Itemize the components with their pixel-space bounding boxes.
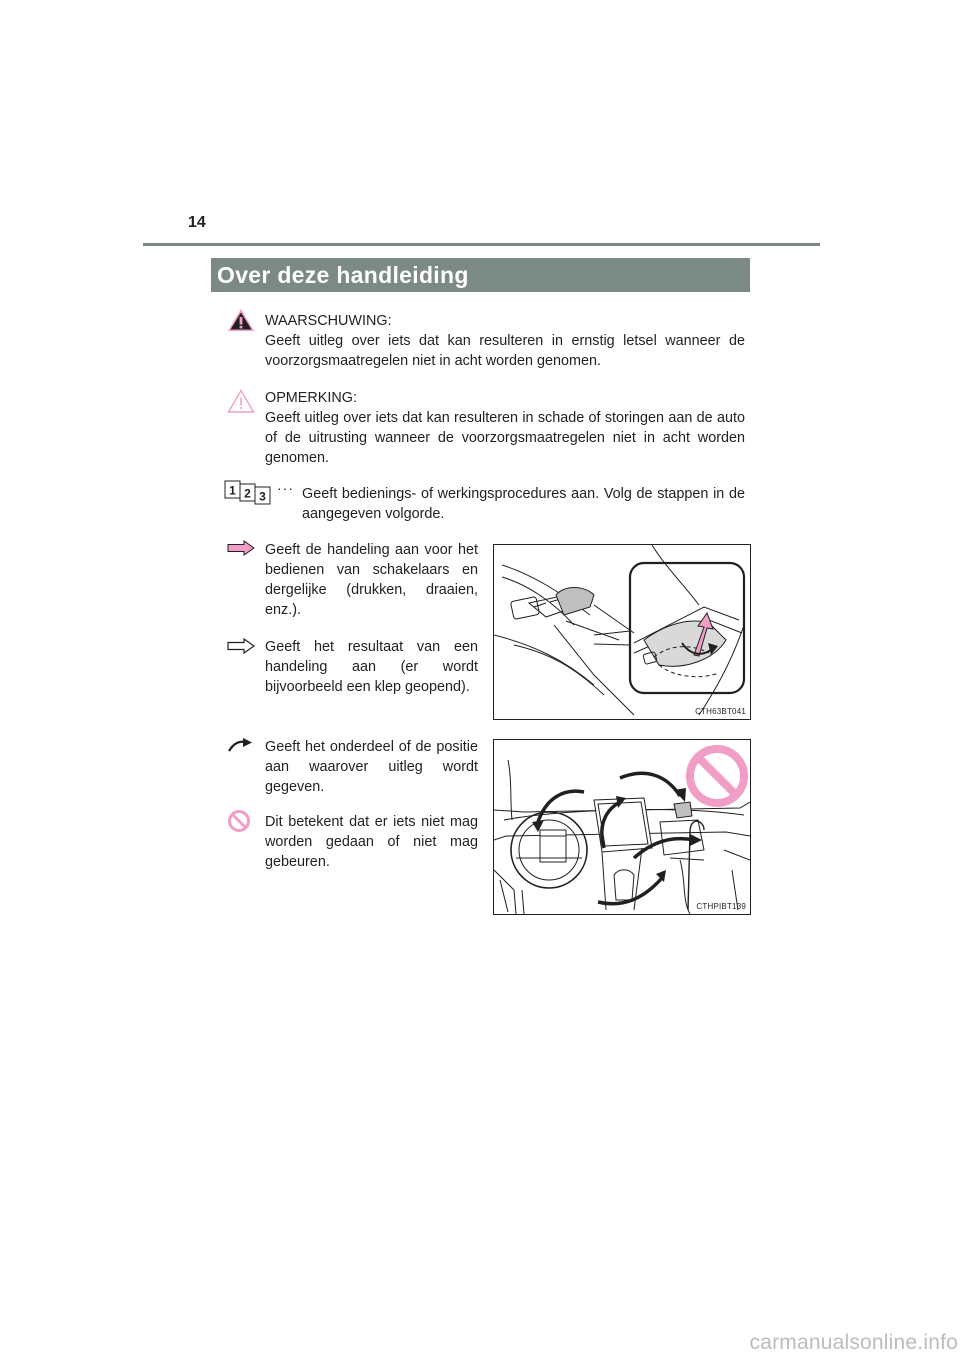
warning-legend [265,311,745,371]
watermark: carmanualsonline.info [749,1331,958,1354]
notice-heading: OPMERKING: [265,390,357,406]
result-legend [265,637,478,697]
warning-text: Geeft uitleg over iets dat kan resulteren in ernstig letsel wanneer de voorzorgsmaatregelen niet in acht worden genomen. [265,333,745,369]
section-title: Over deze handleiding [211,258,750,292]
forbidden-legend [265,812,478,872]
warning-filled-triangle-icon [226,307,256,333]
figure-code-overhead: CTH63BT041 [695,707,746,716]
action-arrow-icon [226,540,256,556]
result-text: Geeft het resultaat van een handeling aan (er wordt bijvoorbeeld een klep geopend). [265,639,478,695]
notice-outline-triangle-icon [226,388,256,414]
component-pointer-icon [226,737,256,753]
steps-text: Geeft bedienings- of werkingsprocedures aan. Volg de stappen in de aangegeven volgorde. [302,486,745,522]
prohibited-icon [227,809,251,833]
step-number-1: 1 [229,483,236,498]
figure-code-dashboard: CTHPIBT139 [696,902,746,911]
steps-dots: ··· [277,480,294,496]
step-number-3: 3 [259,489,266,504]
overhead-console-illustration [494,545,750,719]
numbered-steps-icon [224,480,276,506]
steps-legend [302,484,745,524]
dashboard-illustration [494,740,750,914]
forbidden-text: Dit betekent dat er iets niet mag worden gedaan of niet mag gebeuren. [265,814,478,870]
component-legend [265,737,478,797]
dashboard-figure [493,739,751,915]
result-arrow-icon [226,638,256,654]
warning-heading: WAARSCHUWING: [265,313,392,329]
step-number-2: 2 [244,486,251,501]
action-legend [265,540,478,620]
header-rule [143,243,820,246]
notice-legend [265,388,745,468]
page-number: 14 [188,214,206,231]
overhead-console-figure [493,544,751,720]
action-text: Geeft de handeling aan voor het bedienen van schakelaars en dergelijke (drukken, draaien, enz.). [265,542,478,618]
notice-text: Geeft uitleg over iets dat kan resulteren in schade of storingen aan de auto of de uitrusting wanneer de voorzorgsmaatregelen niet in acht worden genomen. [265,410,745,466]
component-text: Geeft het onderdeel of de positie aan waarover uitleg wordt gegeven. [265,739,478,795]
